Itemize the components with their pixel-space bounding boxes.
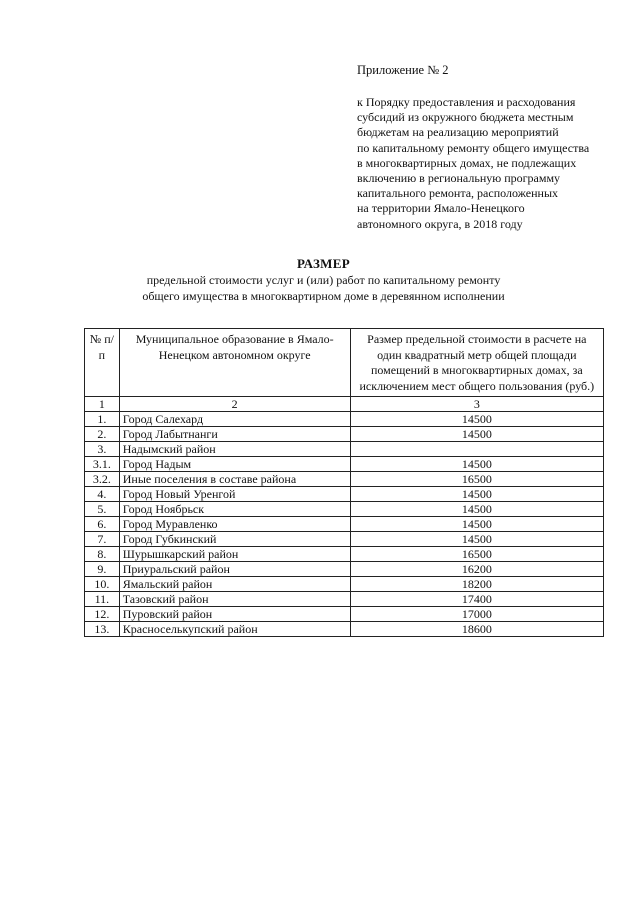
document-subtitle-line-2: общего имущества в многоквартирном доме в деревянном исполнении bbox=[142, 289, 505, 303]
row-cost-value: 14500 bbox=[350, 487, 603, 502]
row-number: 2. bbox=[85, 427, 120, 442]
row-cost-value: 14500 bbox=[350, 517, 603, 532]
row-municipality: Город Муравленко bbox=[119, 517, 350, 532]
table-row bbox=[85, 472, 604, 487]
document-heading bbox=[100, 255, 547, 304]
document-subtitle-line-1: предельной стоимости услуг и (или) работ по капитальному ремонту bbox=[146, 273, 501, 287]
row-cost-value: 16500 bbox=[350, 547, 603, 562]
table-row bbox=[85, 622, 604, 637]
appendix-line: бюджетам на реализацию мероприятий bbox=[357, 125, 559, 140]
row-number: 13. bbox=[85, 622, 120, 637]
row-number: 3.1. bbox=[85, 457, 120, 472]
row-number: 7. bbox=[85, 532, 120, 547]
row-municipality: Город Надым bbox=[119, 457, 350, 472]
row-number: 8. bbox=[85, 547, 120, 562]
row-municipality: Пуровский район bbox=[119, 607, 350, 622]
table-row bbox=[85, 592, 604, 607]
row-cost-value: 14500 bbox=[350, 502, 603, 517]
appendix-reference bbox=[357, 95, 627, 232]
row-number: 6. bbox=[85, 517, 120, 532]
header-cost-size: Размер предельной стоимости в расчете на один квадратный метр общей площади помещений в многоквартирных домах, за исключением мест общего пользования (руб.) bbox=[350, 329, 603, 397]
appendix-line: автономного округа, в 2018 году bbox=[357, 216, 523, 231]
row-number: 5. bbox=[85, 502, 120, 517]
document-title: РАЗМЕР bbox=[297, 256, 350, 271]
row-cost-value: 17000 bbox=[350, 607, 603, 622]
row-number: 10. bbox=[85, 577, 120, 592]
appendix-line: капитального ремонта, расположенных bbox=[357, 186, 559, 201]
row-municipality: Город Лабытнанги bbox=[119, 427, 350, 442]
row-municipality: Приуральский район bbox=[119, 562, 350, 577]
row-cost-value: 18600 bbox=[350, 622, 603, 637]
table-row bbox=[85, 427, 604, 442]
appendix-line: включению в региональную программу bbox=[357, 171, 561, 186]
header-number: № п/п bbox=[85, 329, 120, 397]
index-cell: 1 bbox=[85, 397, 120, 412]
row-number: 3.2. bbox=[85, 472, 120, 487]
row-municipality: Красноселькупский район bbox=[119, 622, 350, 637]
row-cost-value: 18200 bbox=[350, 577, 603, 592]
row-number: 4. bbox=[85, 487, 120, 502]
row-municipality: Шурышкарский район bbox=[119, 547, 350, 562]
row-municipality: Тазовский район bbox=[119, 592, 350, 607]
table-row bbox=[85, 607, 604, 622]
table-row bbox=[85, 487, 604, 502]
row-cost-value: 16200 bbox=[350, 562, 603, 577]
table-row bbox=[85, 517, 604, 532]
row-municipality: Город Ноябрьск bbox=[119, 502, 350, 517]
appendix-line: к Порядку предоставления и расходования bbox=[357, 95, 576, 109]
table-row bbox=[85, 502, 604, 517]
appendix-line: субсидий из окружного бюджета местным bbox=[357, 110, 574, 125]
table-row bbox=[85, 562, 604, 577]
appendix-block bbox=[357, 62, 627, 232]
table-row bbox=[85, 532, 604, 547]
row-number: 9. bbox=[85, 562, 120, 577]
table-row bbox=[85, 577, 604, 592]
row-cost-value: 14500 bbox=[350, 412, 603, 427]
table-index-row bbox=[85, 397, 604, 412]
table-row bbox=[85, 547, 604, 562]
row-municipality: Ямальский район bbox=[119, 577, 350, 592]
row-number: 1. bbox=[85, 412, 120, 427]
table-row bbox=[85, 457, 604, 472]
table-row bbox=[85, 442, 604, 457]
index-cell: 3 bbox=[350, 397, 603, 412]
row-cost-value: 14500 bbox=[350, 457, 603, 472]
row-cost-value: 14500 bbox=[350, 532, 603, 547]
row-cost-value: 14500 bbox=[350, 427, 603, 442]
appendix-line: по капитальному ремонту общего имущества bbox=[357, 140, 590, 155]
appendix-line: в многоквартирных домах, не подлежащих bbox=[357, 155, 577, 170]
table-header-row bbox=[85, 329, 604, 397]
index-cell: 2 bbox=[119, 397, 350, 412]
cost-table bbox=[84, 328, 604, 637]
row-cost-value: 16500 bbox=[350, 472, 603, 487]
row-municipality: Надымский район bbox=[119, 442, 350, 457]
row-municipality: Иные поселения в составе района bbox=[119, 472, 350, 487]
row-municipality: Город Салехард bbox=[119, 412, 350, 427]
row-municipality: Город Новый Уренгой bbox=[119, 487, 350, 502]
appendix-title: Приложение № 2 bbox=[357, 63, 449, 77]
row-number: 12. bbox=[85, 607, 120, 622]
header-municipality: Муниципальное образование в Ямало-Ненецком автономном округе bbox=[119, 329, 350, 397]
row-cost-value bbox=[350, 442, 603, 457]
row-number: 11. bbox=[85, 592, 120, 607]
table-row bbox=[85, 412, 604, 427]
appendix-line: на территории Ямало-Ненецкого bbox=[357, 201, 525, 216]
row-cost-value: 17400 bbox=[350, 592, 603, 607]
row-number: 3. bbox=[85, 442, 120, 457]
row-municipality: Город Губкинский bbox=[119, 532, 350, 547]
